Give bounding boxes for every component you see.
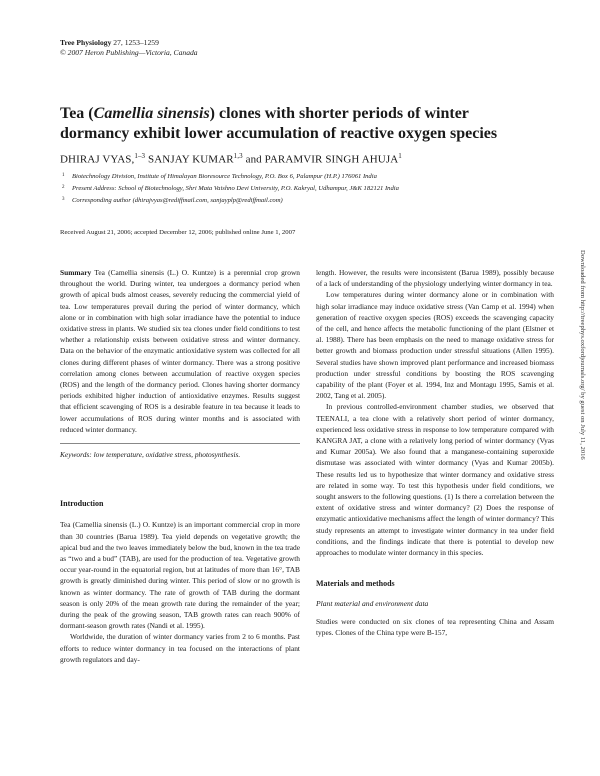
affiliation xyxy=(60,195,540,207)
paragraph: Studies were conducted on six clones of tea representing China and Assam types. Clones of the China type were B-157, xyxy=(316,616,554,637)
title-prefix: Tea ( xyxy=(60,105,94,122)
keywords-label: Keywords: xyxy=(60,450,92,460)
title-suffix: ) clones with shorter periods of winter dormancy exhibit lower accumulation of reactive oxygen species xyxy=(60,105,498,142)
paragraph: In previous controlled-environment chamber studies, we observed that TEENALI, a tea clone with a relatively short period of winter dormancy, experienced less oxidative stress in response to low temperature compared with KANGRA JAT, a clone with a relatively long period of winter dormancy (Vyas and Kumar 2005a). We also found that a manganese-containing superoxide dismutase was associated with winter dormancy (Vyas and Kumar 2005b). These results led us to hypothesize that winter dormancy and oxidative stress are related in some way. To test this hypothesis under field conditions, we sought answers to the following questions. (1) Is there a correlation between the extent of oxidative stress and winter dormancy? (2) Does the response of enzymatic antioxidative mechanisms affect the length of winter dormancy? This study represents an attempt to investigate winter dormancy in tea under field conditions, and the findings indicate that there is potential to develop new approaches to modulate winter dormancy in this species. xyxy=(316,402,554,558)
paper-title xyxy=(60,104,530,144)
affiliation-text: Biotechnology Division, Institute of Himalayan Bioresource Technology, P.O. Box 6, Palampur (H.P.) 176061 India xyxy=(72,173,377,180)
author-affil-sup: 1–3 xyxy=(134,152,146,160)
watermark-text[interactable]: Downloaded from http://treephys.oxfordjournals.org/ by guest on July 11, 2016 xyxy=(579,250,586,460)
download-watermark xyxy=(574,250,590,660)
subsection-heading: Plant material and environment data xyxy=(316,599,429,609)
abstract xyxy=(60,267,300,435)
affiliations xyxy=(60,171,540,207)
journal-header xyxy=(60,38,198,58)
spacer xyxy=(60,509,300,519)
author-affil-sup: 1,3 xyxy=(233,152,243,160)
author-name: and PARAMVIR SINGH AHUJA xyxy=(245,153,399,166)
paragraph: Low temperatures during winter dormancy alone or in combination with high solar irradiance may induce oxidative stress (Van Camp et al. 1994) when generation of reactive oxygen species (ROS) exceeds the scavenging capacity of the cell, and hence affects the metabolic functioning of the plant (Elstner et al. 1988). There has been emphasis on the need to manage oxidative stress for better growth and biomass production under stressful situations (Allen 1995). Several studies have shown improved plant performance and increased biomass production under stressful conditions by boosting the ROS scavenging capability of the plant (Foyer et al. 1994, Inz and Montagu 1995, Samis et al. 2002, Tang et al. 2005). xyxy=(316,290,554,401)
paragraph: Worldwide, the duration of winter dormancy varies from 2 to 6 months. Past efforts to reduce winter dormancy in tea focused on the interactions of plant growth regulators and day- xyxy=(60,632,300,664)
author-name: SANJAY KUMAR xyxy=(148,153,234,166)
received-dates: Received August 21, 2006; accepted December 12, 2006; published online June 1, 2007 xyxy=(60,229,296,236)
abstract-label: Summary xyxy=(60,268,92,277)
keywords-text: low temperature, oxidative stress, photosynthesis. xyxy=(91,450,241,460)
left-column xyxy=(60,267,300,665)
affiliation-number: 3 xyxy=(62,197,65,202)
affiliation xyxy=(60,171,540,183)
author-list xyxy=(60,152,402,166)
abstract-text: Tea (Camellia sinensis (L.) O. Kuntze) is a perennial crop grown throughout the world. During winter, tea undergoes a dormancy period when growth of apical buds almost ceases, severely reducing the commercial yield of tea. Low temperatures prevail during the period of winter dormancy, which alone or in combination with high solar irradiance have the potential to induce oxidative stress in plants. We studied six tea clones under field conditions to test whether a relationship exists between oxidative stress and winter dormancy. Data on the behavior of the enzymatic antioxidative system was collected for all clones during different phases of winter dormancy. There was a strong positive correlation among clones between accumulation of reactive oxygen species (ROS) and the length of the dormancy period. Clones having shorter dormancy periods exhibited higher induction of antioxidative enzymes. Results suggest that efficient scavenging of ROS is a desirable feature in tea because it leads to lower accumulations of ROS during winter months and is associated with reduced winter dormancy. xyxy=(60,268,300,434)
keywords xyxy=(60,443,300,460)
journal-name: Tree Physiology xyxy=(60,38,112,47)
spacer xyxy=(60,460,300,498)
affiliation-text: Corresponding author (dhirajvyas@rediffmail.com, sanjayplp@rediffmail.com) xyxy=(72,197,283,204)
volume-pages: 27, 1253–1259 xyxy=(111,38,159,47)
section-heading-methods: Materials and methods xyxy=(316,579,395,589)
affiliation xyxy=(60,183,540,195)
spacer xyxy=(316,558,554,578)
title-species: Camellia sinensis xyxy=(93,105,210,122)
author-name: DHIRAJ VYAS, xyxy=(60,153,135,166)
affiliation-number: 2 xyxy=(62,185,65,190)
copyright-line: © 2007 Heron Publishing—Victoria, Canada xyxy=(60,48,198,57)
affiliation-number: 1 xyxy=(62,173,65,178)
spacer xyxy=(316,589,554,598)
author-affil-sup: 1 xyxy=(398,152,402,160)
right-column xyxy=(316,267,554,638)
section-heading-introduction: Introduction xyxy=(60,499,104,509)
paragraph: length. However, the results were inconsistent (Barua 1989), possibly because of a lack of understanding of the physiology underlying winter dormancy in tea. xyxy=(316,268,554,289)
affiliation-text: Present Address: School of Biotechnology, Shri Mata Vaishno Devi University, P.O. Kakryal, Udhampur, J&K 182121 India xyxy=(72,185,399,192)
paragraph: Tea (Camellia sinensis (L.) O. Kuntze) is an important commercial crop in more than 30 countries (Barua 1989). Tea yield depends on vegetative growth; the apical bud and the two leaves immediately below the bud, known in the tea trade as “two and a bud” (TAB), are used for the production of tea. Vegetative growth occur year-round in the equatorial region, but at latitudes of more than 16°, TAB growth is greatly diminished during winter. This period of slow or no growth is known as winter dormancy. The rate of growth of TAB during the dormant season is only 20% of the mean growth rate during the remainder of the year; during the peak of the growing season, TAB growth rates can reach 900% of dormant-season growth rates (Nandi et al. 1995). xyxy=(60,520,300,631)
